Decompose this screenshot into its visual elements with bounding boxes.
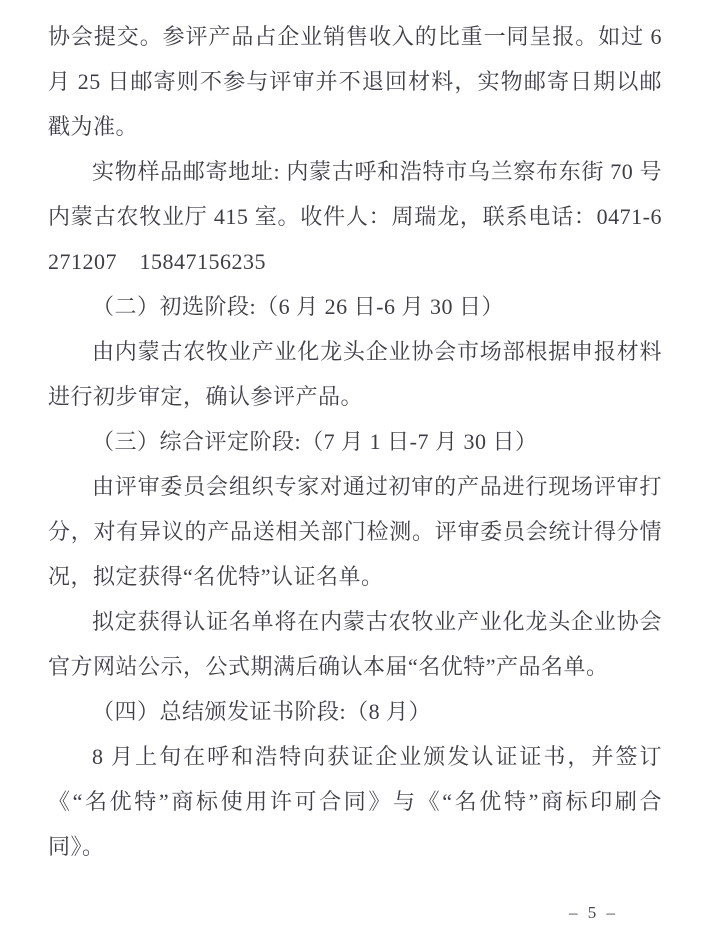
para-mailing-deadline: 协会提交。参评产品占企业销售收入的比重一同呈报。如过 6 月 25 日邮寄则不参与评审并不退回材料，实物邮寄日期以邮戳为准。: [48, 24, 662, 139]
document-body: [48, 14, 662, 869]
para-preliminary-review: 由内蒙古农牧业产业化龙头企业协会市场部根据申报材料进行初步审定，确认参评产品。: [48, 339, 662, 409]
para-sample-address: 实物样品邮寄地址: 内蒙古呼和浩特市乌兰察布东街 70 号内蒙古农牧业厅 415 室。收件人：周瑞龙，联系电话：0471-6271207 15847156235: [48, 159, 662, 274]
para-certificate-issuance: 8 月上旬在呼和浩特向获证企业颁发认证证书，并签订《“名优特”商标使用许可合同》与《“名优特”商标印刷合同》。: [48, 744, 662, 859]
heading-stage-3-comprehensive: （三）综合评定阶段:（7 月 1 日-7 月 30 日）: [92, 429, 538, 454]
para-expert-scoring: 由评审委员会组织专家对通过初审的产品进行现场评审打分，对有异议的产品送相关部门检测。评审委员会统计得分情况，拟定获得“名优特”认证名单。: [48, 474, 662, 589]
page-number: – 5 –: [569, 903, 618, 922]
para-public-announcement: 拟定获得认证名单将在内蒙古农牧业产业化龙头企业协会官方网站公示，公式期满后确认本届“名优特”产品名单。: [48, 609, 662, 679]
heading-stage-2-preliminary: （二）初选阶段:（6 月 26 日-6 月 30 日）: [92, 294, 504, 319]
heading-stage-4-certificate: （四）总结颁发证书阶段:（8 月）: [92, 699, 432, 724]
